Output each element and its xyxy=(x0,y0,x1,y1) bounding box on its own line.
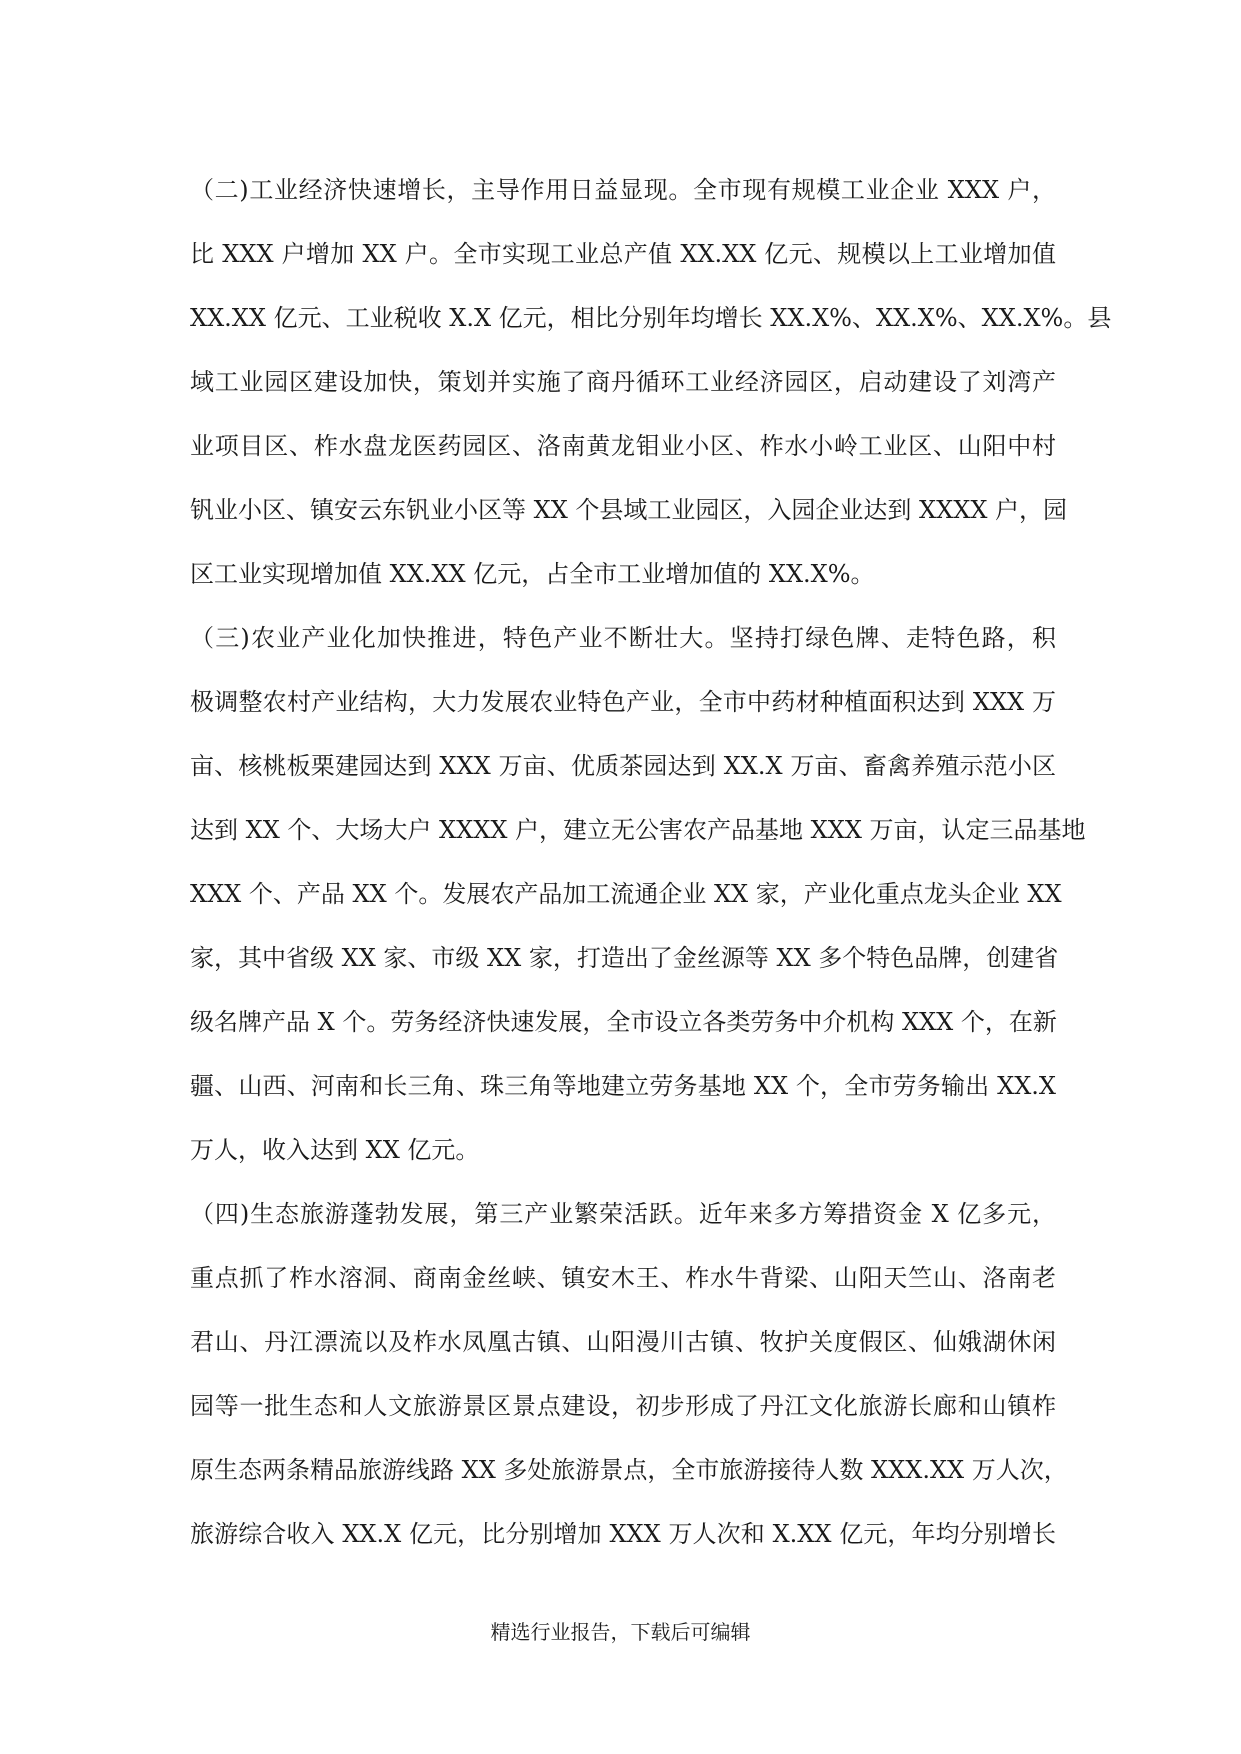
text-line: 原生态两条精品旅游线路 XX 多处旅游景点，全市旅游接待人数 XXX.XX 万人次， xyxy=(190,1456,1068,1484)
text-line: （三)农业产业化加快推进，特色产业不断壮大。坚持打绿色牌、走特色路，积 xyxy=(190,624,1056,652)
text-line: 钒业小区、镇安云东钒业小区等 XX 个县域工业园区，入园企业达到 XXXX 户，园 xyxy=(190,496,1068,524)
text-line: 区工业实现增加值 XX.XX 亿元，占全市工业增加值的 XX.X%。 xyxy=(190,560,875,588)
document-body xyxy=(190,158,1112,1566)
text-line: 域工业园区建设加快，策划并实施了商丹循环工业经济园区，启动建设了刘湾产 xyxy=(190,368,1056,396)
text-line: XXX 个、产品 XX 个。发展农产品加工流通企业 XX 家，产业化重点龙头企业 XX xyxy=(190,880,1062,908)
paragraph-agriculture xyxy=(190,606,1086,1182)
text-line: 亩、核桃板栗建园达到 XXX 万亩、优质茶园达到 XX.X 万亩、畜禽养殖示范小区 xyxy=(190,752,1056,780)
text-line: 疆、山西、河南和长三角、珠三角等地建立劳务基地 XX 个，全市劳务输出 XX.X xyxy=(190,1072,1056,1100)
text-line: 旅游综合收入 XX.X 亿元，比分别增加 XXX 万人次和 X.XX 亿元，年均分别增长 xyxy=(190,1520,1056,1548)
paragraph-tourism xyxy=(190,1182,1068,1566)
text-line: XX.XX 亿元、工业税收 X.X 亿元，相比分别年均增长 XX.X%、XX.X%、XX.X%。县 xyxy=(190,304,1112,332)
text-line: 业项目区、柞水盘龙医药园区、洛南黄龙钼业小区、柞水小岭工业区、山阳中村 xyxy=(190,432,1056,460)
text-line: 极调整农村产业结构，大力发展农业特色产业，全市中药材种植面积达到 XXX 万 xyxy=(190,688,1056,716)
paragraph-industry xyxy=(190,158,1112,606)
page-footer: 精选行业报告，下载后可编辑 xyxy=(490,1620,751,1644)
text-line: 家，其中省级 XX 家、市级 XX 家，打造出了金丝源等 XX 多个特色品牌，创建省 xyxy=(190,944,1059,972)
text-line: 比 XXX 户增加 XX 户。全市实现工业总产值 XX.XX 亿元、规模以上工业增加值 xyxy=(190,240,1056,268)
text-line: 达到 XX 个、大场大户 XXXX 户，建立无公害农产品基地 XXX 万亩，认定三品基地 xyxy=(190,816,1086,844)
text-line: 级名牌产品 X 个。劳务经济快速发展，全市设立各类劳务中介机构 XXX 个，在新 xyxy=(190,1008,1057,1036)
text-line: （四)生态旅游蓬勃发展，第三产业繁荣活跃。近年来多方筹措资金 X 亿多元， xyxy=(190,1200,1056,1228)
text-line: 园等一批生态和人文旅游景区景点建设，初步形成了丹江文化旅游长廊和山镇柞 xyxy=(190,1392,1056,1420)
text-line: 君山、丹江漂流以及柞水凤凰古镇、山阳漫川古镇、牧护关度假区、仙娥湖休闲 xyxy=(190,1328,1056,1356)
text-line: 万人，收入达到 XX 亿元。 xyxy=(190,1136,480,1164)
text-line: 重点抓了柞水溶洞、商南金丝峡、镇安木王、柞水牛背梁、山阳天竺山、洛南老 xyxy=(190,1264,1056,1292)
text-line: （二)工业经济快速增长，主导作用日益显现。全市现有规模工业企业 XXX 户， xyxy=(190,176,1056,204)
